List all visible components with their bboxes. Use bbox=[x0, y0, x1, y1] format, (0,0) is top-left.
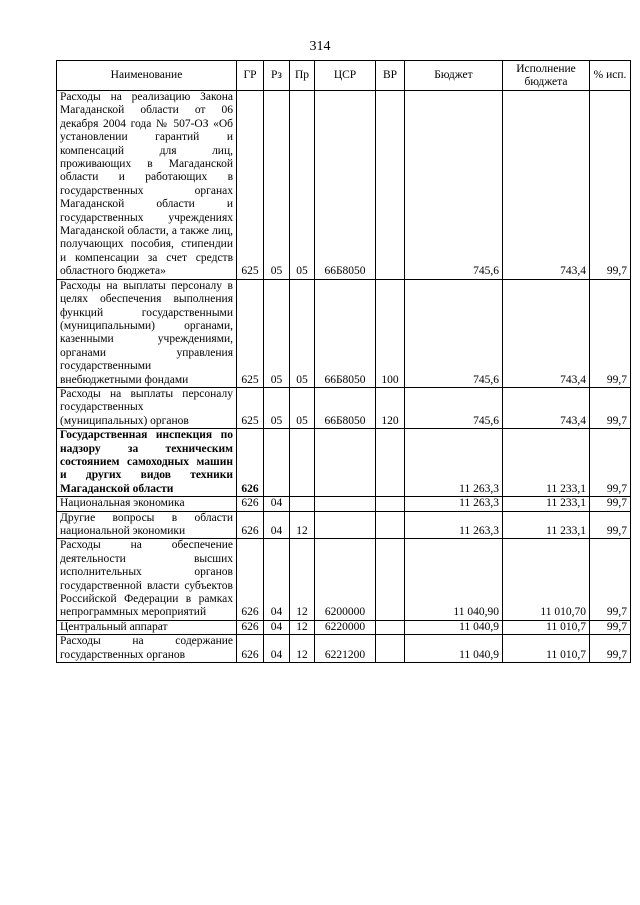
table-row bbox=[57, 497, 631, 511]
table-row bbox=[57, 429, 631, 497]
row-gr: 626 bbox=[237, 635, 264, 663]
row-rz: 04 bbox=[264, 511, 290, 539]
row-budget: 745,6 bbox=[405, 91, 503, 280]
row-budget: 11 263,3 bbox=[405, 429, 503, 497]
header-row bbox=[57, 61, 631, 91]
row-gr: 625 bbox=[237, 91, 264, 280]
row-gr: 625 bbox=[237, 387, 264, 428]
row-csr: 66Б8050 bbox=[315, 387, 376, 428]
row-percent: 99,7 bbox=[590, 497, 631, 511]
row-budget: 745,6 bbox=[405, 279, 503, 387]
row-percent: 99,7 bbox=[590, 91, 631, 280]
row-gr: 626 bbox=[237, 539, 264, 620]
header-gr: ГР bbox=[237, 61, 264, 91]
row-vr: 100 bbox=[376, 279, 405, 387]
header-pr: Пр bbox=[290, 61, 315, 91]
row-pr: 05 bbox=[290, 279, 315, 387]
row-name: Другие вопросы в области национальной экономики bbox=[57, 511, 237, 539]
row-percent: 99,7 bbox=[590, 620, 631, 634]
row-execution: 11 010,7 bbox=[503, 635, 590, 663]
table-row bbox=[57, 279, 631, 387]
row-csr: 66Б8050 bbox=[315, 279, 376, 387]
row-vr bbox=[376, 635, 405, 663]
row-vr bbox=[376, 511, 405, 539]
row-pr bbox=[290, 429, 315, 497]
row-name: Национальная экономика bbox=[57, 497, 237, 511]
row-gr: 626 bbox=[237, 620, 264, 634]
row-execution: 11 233,1 bbox=[503, 497, 590, 511]
row-name: Расходы на содержание государственных органов bbox=[57, 635, 237, 663]
header-vr: ВР bbox=[376, 61, 405, 91]
row-percent: 99,7 bbox=[590, 635, 631, 663]
table-row bbox=[57, 635, 631, 663]
row-vr bbox=[376, 497, 405, 511]
page-number: 314 bbox=[309, 39, 331, 54]
row-rz bbox=[264, 429, 290, 497]
row-rz: 05 bbox=[264, 91, 290, 280]
table-row bbox=[57, 511, 631, 539]
row-csr: 6200000 bbox=[315, 539, 376, 620]
header-percent: % исп. bbox=[590, 61, 631, 91]
header-name: Наименование bbox=[57, 61, 237, 91]
row-pr: 12 bbox=[290, 511, 315, 539]
row-gr: 626 bbox=[237, 497, 264, 511]
row-percent: 99,7 bbox=[590, 429, 631, 497]
row-name: Расходы на выплаты персоналу в целях обеспечения выполнения функций государственными (муниципальными) органами, казенными учреждениями, органами управления государственными внебюджетными фондами bbox=[57, 279, 237, 387]
row-execution: 743,4 bbox=[503, 279, 590, 387]
row-percent: 99,7 bbox=[590, 279, 631, 387]
header-rz: Рз bbox=[264, 61, 290, 91]
row-percent: 99,7 bbox=[590, 539, 631, 620]
table-row bbox=[57, 620, 631, 634]
row-name: Расходы на выплаты персоналу государственных (муниципальных) органов bbox=[57, 387, 237, 428]
row-vr bbox=[376, 91, 405, 280]
row-vr bbox=[376, 429, 405, 497]
row-name: Расходы на реализацию Закона Магаданской области от 06 декабря 2004 года № 507-ОЗ «Об установлении гарантий и компенсаций для лиц, проживающих в Магаданской области и работающих в государственных органах Магаданской области и государственных учреждениях Магаданской области, а также лиц, получающих пособия, стипендии и компенсации за счет средств областного бюджета» bbox=[57, 91, 237, 280]
row-csr bbox=[315, 497, 376, 511]
row-execution: 11 233,1 bbox=[503, 511, 590, 539]
row-budget: 11 040,90 bbox=[405, 539, 503, 620]
row-rz: 05 bbox=[264, 279, 290, 387]
row-rz: 04 bbox=[264, 497, 290, 511]
row-pr: 05 bbox=[290, 387, 315, 428]
row-rz: 04 bbox=[264, 539, 290, 620]
row-vr bbox=[376, 539, 405, 620]
row-rz: 04 bbox=[264, 620, 290, 634]
header-execution: Исполнение бюджета bbox=[503, 61, 590, 91]
row-csr: 6220000 bbox=[315, 620, 376, 634]
row-rz: 04 bbox=[264, 635, 290, 663]
row-csr bbox=[315, 429, 376, 497]
row-csr: 66Б8050 bbox=[315, 91, 376, 280]
row-budget: 11 263,3 bbox=[405, 511, 503, 539]
row-budget: 745,6 bbox=[405, 387, 503, 428]
row-pr bbox=[290, 497, 315, 511]
row-gr: 625 bbox=[237, 279, 264, 387]
row-execution: 11 010,70 bbox=[503, 539, 590, 620]
row-rz: 05 bbox=[264, 387, 290, 428]
row-name: Государственная инспекция по надзору за техническим состоянием самоходных машин и других видов техники Магаданской области bbox=[57, 429, 237, 497]
row-execution: 11 010,7 bbox=[503, 620, 590, 634]
row-vr: 120 bbox=[376, 387, 405, 428]
header-csr: ЦСР bbox=[315, 61, 376, 91]
header-budget: Бюджет bbox=[405, 61, 503, 91]
row-name: Расходы на обеспечение деятельности высших исполнительных органов государственной власти субъектов Российской Федерации в рамках непрограммных мероприятий bbox=[57, 539, 237, 620]
row-pr: 12 bbox=[290, 635, 315, 663]
row-execution: 11 233,1 bbox=[503, 429, 590, 497]
row-percent: 99,7 bbox=[590, 511, 631, 539]
row-pr: 12 bbox=[290, 620, 315, 634]
table-row bbox=[57, 387, 631, 428]
row-vr bbox=[376, 620, 405, 634]
row-pr: 05 bbox=[290, 91, 315, 280]
row-pr: 12 bbox=[290, 539, 315, 620]
row-budget: 11 040,9 bbox=[405, 620, 503, 634]
row-execution: 743,4 bbox=[503, 91, 590, 280]
row-gr: 626 bbox=[237, 511, 264, 539]
table-row bbox=[57, 539, 631, 620]
row-name: Центральный аппарат bbox=[57, 620, 237, 634]
row-csr bbox=[315, 511, 376, 539]
row-percent: 99,7 bbox=[590, 387, 631, 428]
row-execution: 743,4 bbox=[503, 387, 590, 428]
budget-table bbox=[56, 60, 631, 663]
table-row bbox=[57, 91, 631, 280]
row-csr: 6221200 bbox=[315, 635, 376, 663]
row-budget: 11 263,3 bbox=[405, 497, 503, 511]
row-budget: 11 040,9 bbox=[405, 635, 503, 663]
row-gr: 626 bbox=[237, 429, 264, 497]
